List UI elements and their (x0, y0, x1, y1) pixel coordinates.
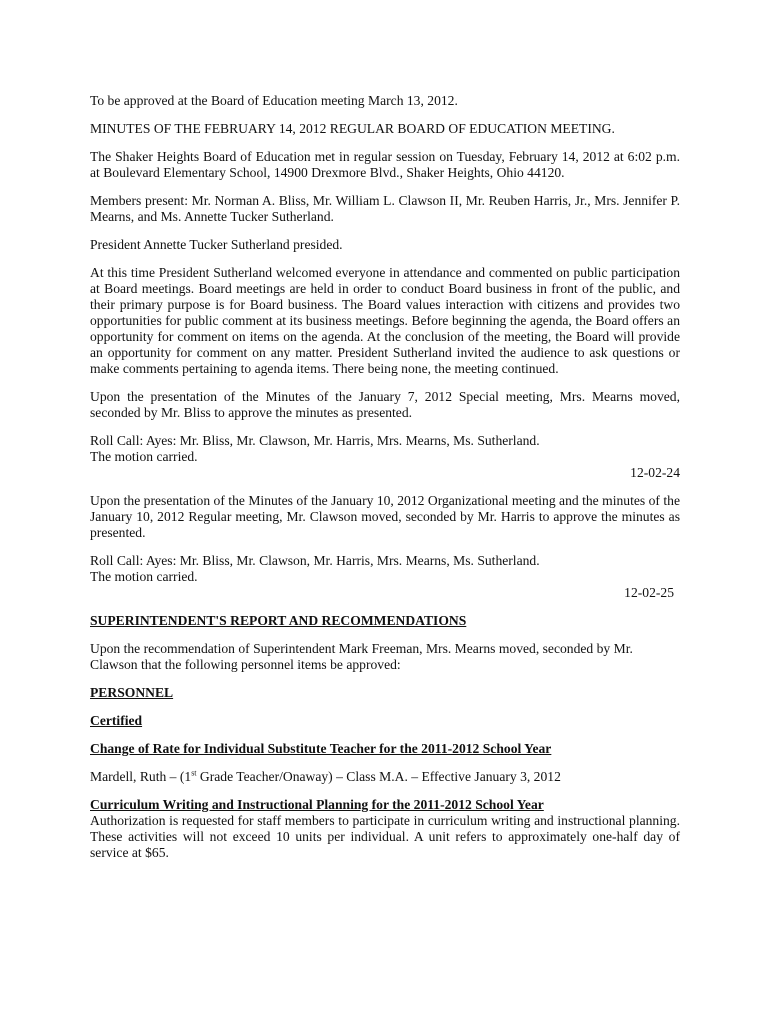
session-paragraph: The Shaker Heights Board of Education met in regular session on Tuesday, February 14, 2012 at 6:02 p.m. at Boulevard Elementary School, 14900 Drexmore Blvd., Shaker Heights, Ohio 44120. (90, 149, 680, 180)
motion-1-paragraph: Upon the presentation of the Minutes of the January 7, 2012 Special meeting, Mrs. Mearns moved, seconded by Mr. Bliss to approve the minutes as presented. (90, 389, 680, 420)
superintendent-paragraph: Upon the recommendation of Superintendent Mark Freeman, Mrs. Mearns moved, seconded by Mr. Clawson that the following personnel items be approved: (90, 641, 633, 672)
minutes-title: MINUTES OF THE FEBRUARY 14, 2012 REGULAR BOARD OF EDUCATION MEETING. (90, 121, 615, 136)
motion-2-paragraph: Upon the presentation of the Minutes of the January 10, 2012 Organizational meeting and the minutes of the January 10, 2012 Regular meeting, Mr. Clawson moved, seconded by Mr. Harris to approve the minutes as presented. (90, 493, 680, 540)
motion-carried-1: The motion carried. (90, 449, 198, 464)
mardell-entry-start: Mardell, Ruth – (1 (90, 769, 192, 784)
mardell-entry-ordinal: st (191, 768, 197, 778)
president-paragraph: President Annette Tucker Sutherland presided. (90, 237, 343, 252)
mardell-entry (90, 769, 680, 785)
curriculum-heading: Curriculum Writing and Instructional Planning for the 2011-2012 School Year (90, 797, 544, 812)
certified-heading: Certified (90, 713, 143, 728)
resolution-number-1: 12-02-24 (630, 465, 680, 480)
document-page (90, 93, 680, 861)
resolution-number-2: 12-02-25 (624, 585, 674, 600)
welcome-paragraph: At this time President Sutherland welcomed everyone in attendance and commented on public participation at Board meetings. Board meetings are held in order to conduct Board business in front of the public, and their primary purpose is for Board business. The Board values interaction with citizens and provides two opportunities for public comment at its business meetings. Before beginning the agenda, the Board offers an opportunity for comment on items on the agenda. At the conclusion of the meeting, the Board will provide an opportunity for comment on any matter. President Sutherland invited the audience to ask questions or make comments pertaining to agenda items. There being none, the meeting continued. (90, 265, 680, 376)
motion-carried-2: The motion carried. (90, 569, 198, 584)
mardell-entry-end: Grade Teacher/Onaway) – Class M.A. – Effective January 3, 2012 (196, 769, 561, 784)
members-present-paragraph: Members present: Mr. Norman A. Bliss, Mr. William L. Clawson II, Mr. Reuben Harris, Jr., Mrs. Jennifer P. Mearns, and Ms. Annette Tucker Sutherland. (90, 193, 680, 224)
personnel-heading: PERSONNEL (90, 685, 174, 700)
curriculum-paragraph: Authorization is requested for staff members to participate in curriculum writing and instructional planning. These activities will not exceed 10 units per individual. A unit refers to approximately one-half day of service at $65. (90, 813, 680, 860)
superintendent-heading: SUPERINTENDENT'S REPORT AND RECOMMENDATIONS (90, 613, 467, 628)
rate-change-heading: Change of Rate for Individual Substitute Teacher for the 2011-2012 School Year (90, 741, 552, 756)
approval-note: To be approved at the Board of Education meeting March 13, 2012. (90, 93, 458, 108)
roll-call-2: Roll Call: Ayes: Mr. Bliss, Mr. Clawson, Mr. Harris, Mrs. Mearns, Ms. Sutherland. (90, 553, 540, 568)
roll-call-1: Roll Call: Ayes: Mr. Bliss, Mr. Clawson, Mr. Harris, Mrs. Mearns, Ms. Sutherland. (90, 433, 540, 448)
